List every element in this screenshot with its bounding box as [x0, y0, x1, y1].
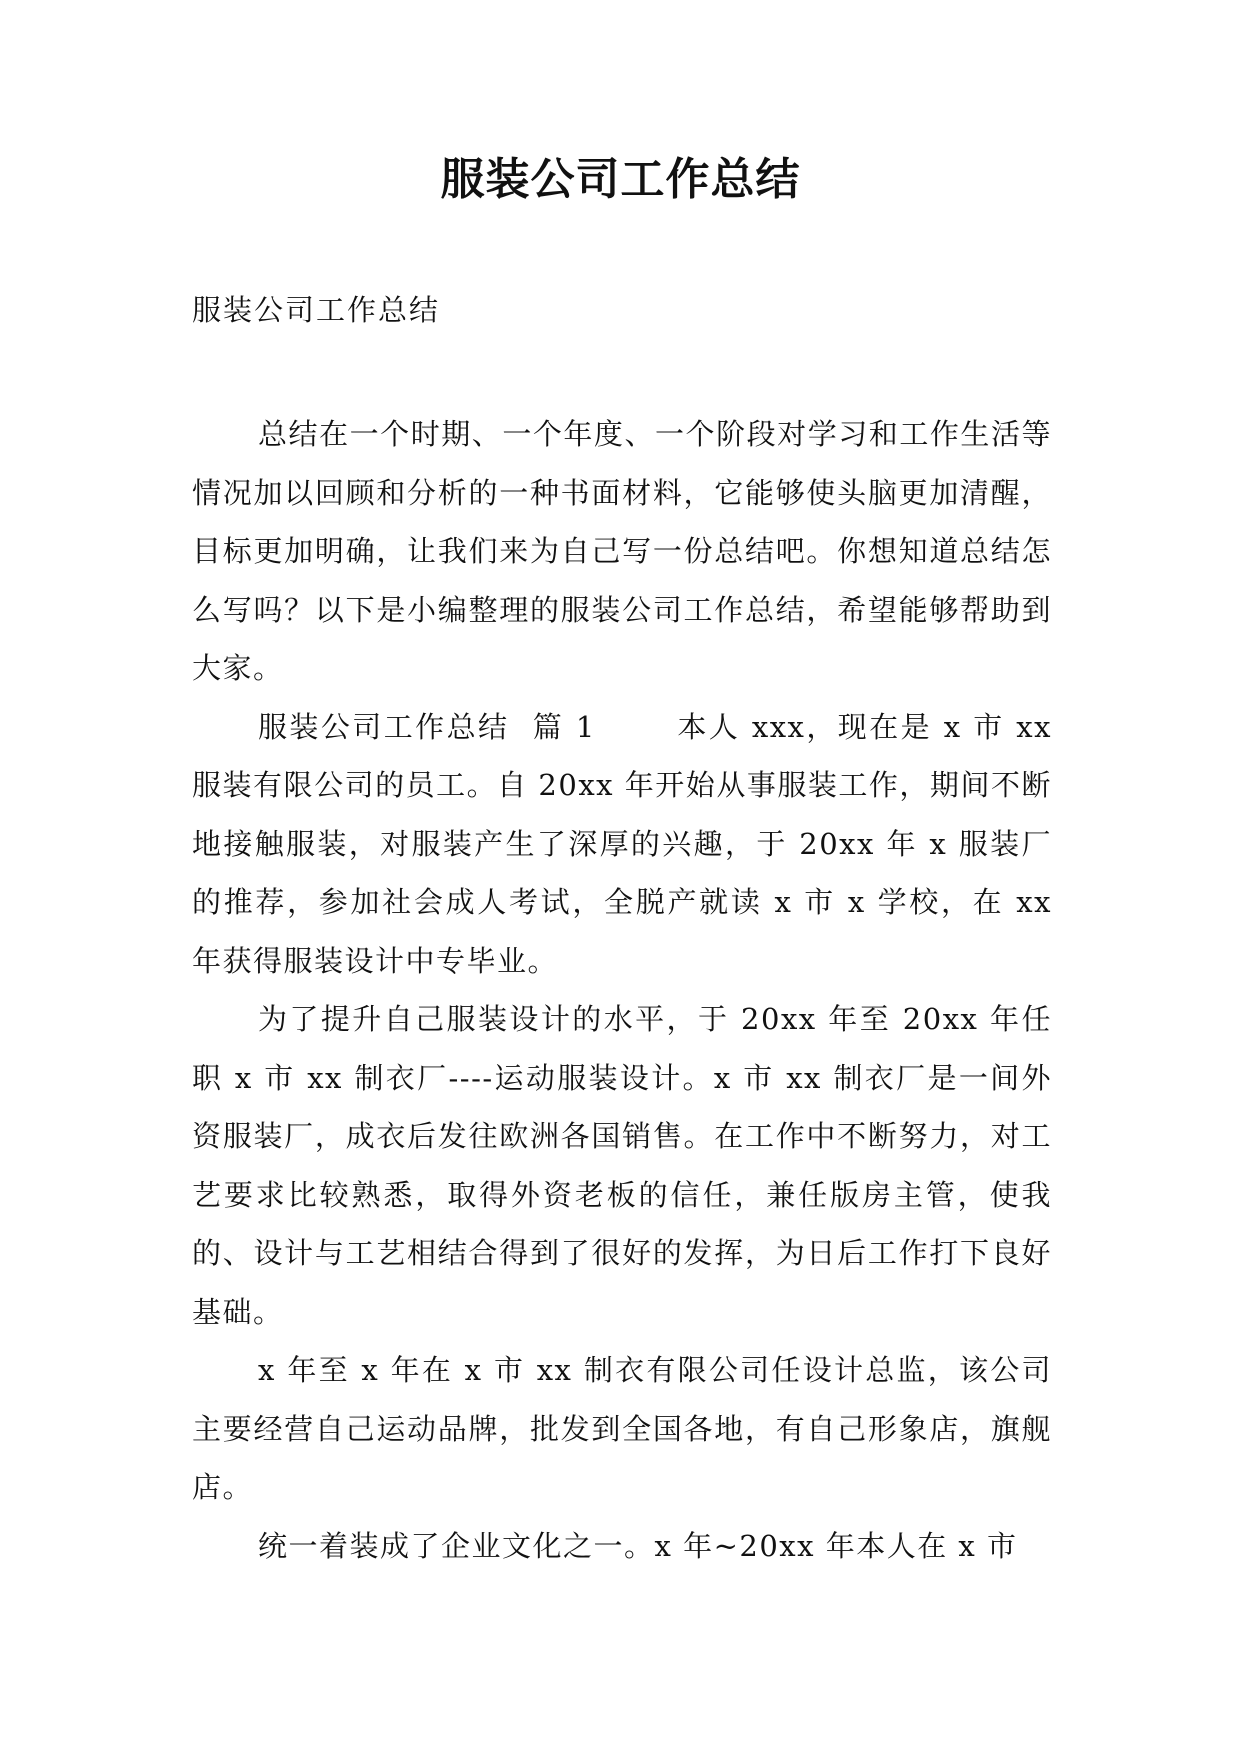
- paragraph-design-career: 为了提升自己服装设计的水平，于 20xx 年至 20xx 年任职 x 市 xx 制衣厂----运动服装设计。x 市 xx 制衣厂是一间外资服装厂，成衣后发往欧洲各国销售。在工作中不断努力，对工艺要求比较熟悉，取得外资老板的信任，兼任版房主管，使我的、设计与工艺相结合得到了很好的发挥，为日后工作打下良好基础。: [192, 1002, 1052, 1329]
- paragraph-intro: 总结在一个时期、一个年度、一个阶段对学习和工作生活等情况加以回顾和分析的一种书面材料，它能够使头脑更加清醒，目标更加明确，让我们来为自己写一份总结吧。你想知道总结怎么写吗？以下是小编整理的服装公司工作总结，希望能够帮助到大家。: [192, 417, 1052, 685]
- paragraph-design-director: x 年至 x 年在 x 市 xx 制衣有限公司任设计总监，该公司主要经营自己运动品牌，批发到全国各地，有自己形象店，旗舰店。: [192, 1353, 1052, 1504]
- document-title: 服装公司工作总结: [440, 154, 801, 205]
- document-body: [192, 405, 1063, 1575]
- document-subtitle: 服装公司工作总结: [192, 293, 441, 327]
- paragraph-corporate-culture: 统一着装成了企业文化之一。x 年~20xx 年本人在 x 市: [258, 1528, 1018, 1563]
- paragraph-part-1: 服装公司工作总结 篇 1 本人 xxx，现在是 x 市 xx 服装有限公司的员工。自 20xx 年开始从事服装工作，期间不断地接触服装，对服装产生了深厚的兴趣，于 20xx 年 x 服装厂的推荐，参加社会成人考试，全脱产就读 x 市 x 学校，在 xx 年获得服装设计中专毕业。: [192, 709, 1063, 978]
